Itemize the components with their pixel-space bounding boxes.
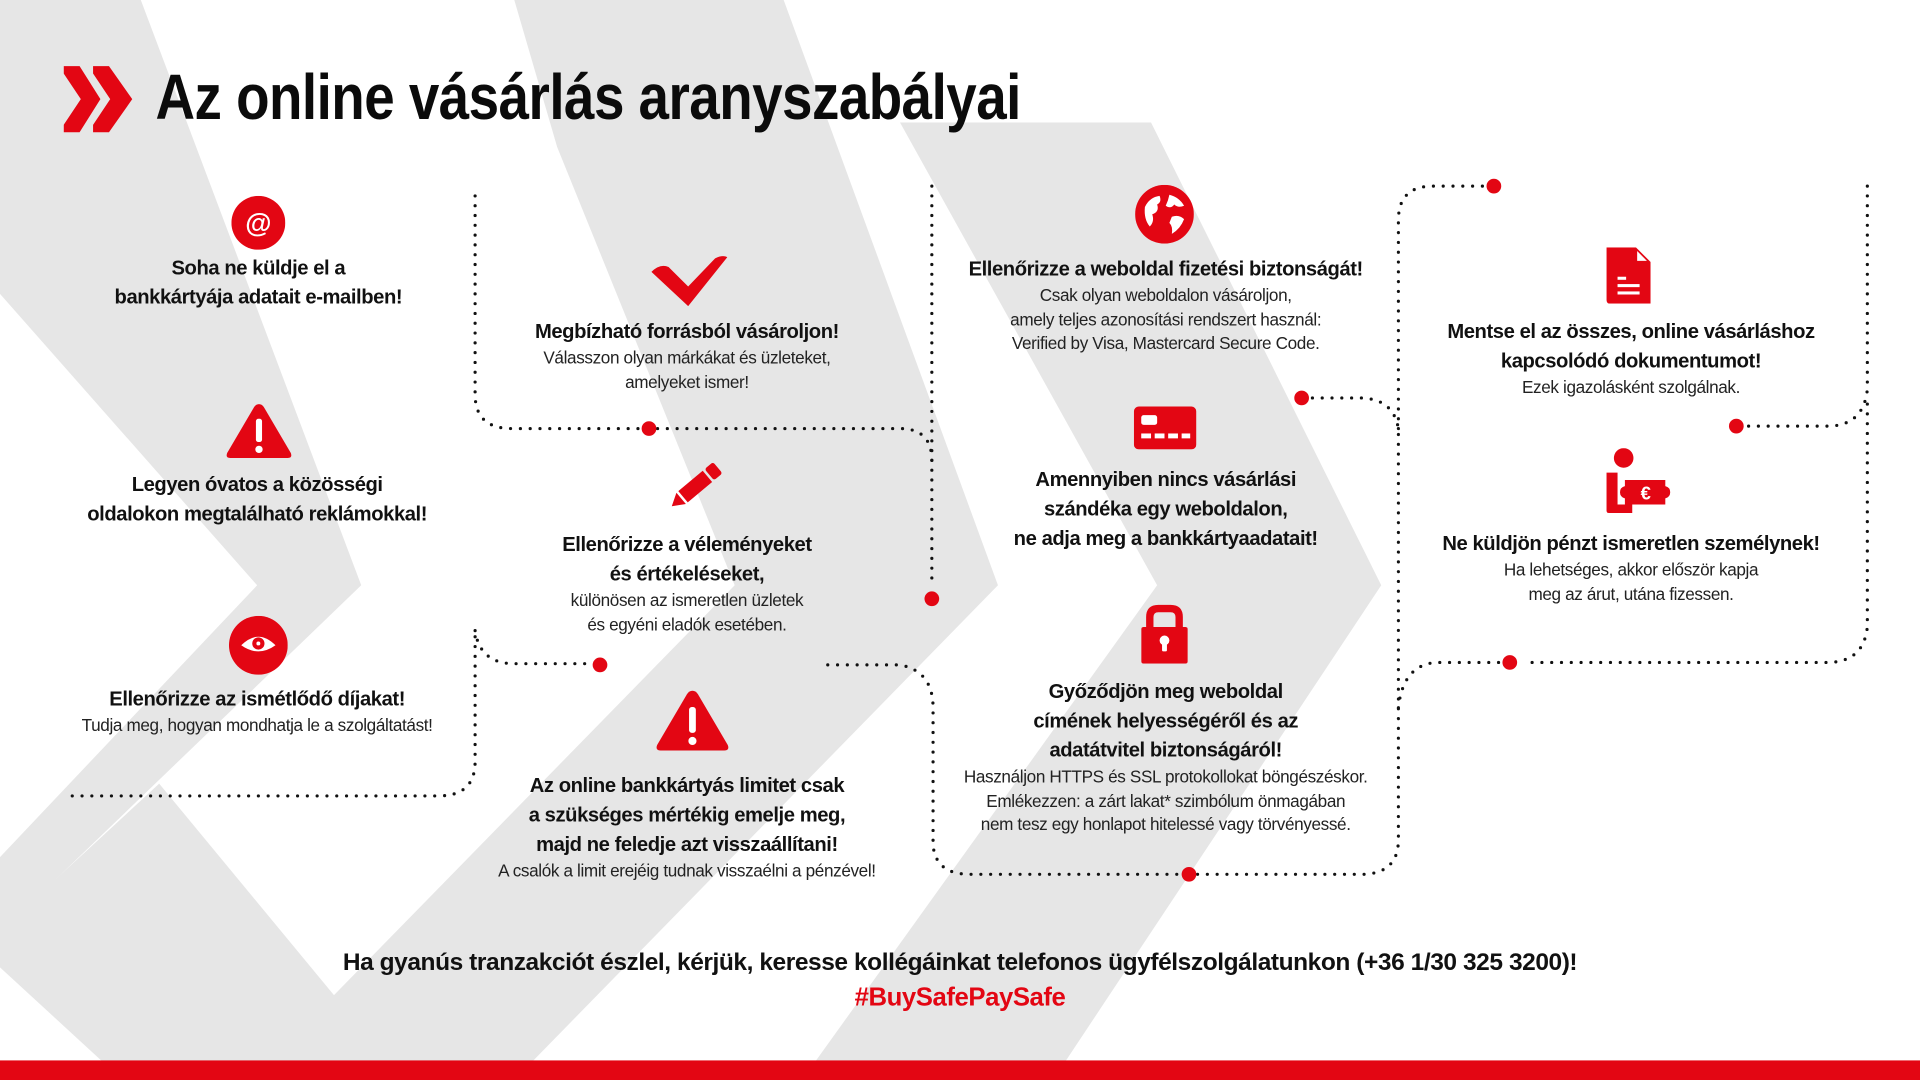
tip-body: Ha lehetséges, akkor először kapja	[1503, 559, 1759, 580]
at-sign-icon	[231, 196, 285, 250]
tip-body: Csak olyan weboldalon vásároljon,	[1039, 285, 1292, 305]
tip-body: Tudja meg, hogyan mondhatja le a szolgáltatást!	[81, 715, 433, 735]
checkmark-icon	[651, 255, 727, 306]
tip-heading: Legyen óvatos a közösségi	[131, 473, 383, 496]
tip-heading: Ellenőrizze az ismétlődő díjakat!	[109, 688, 406, 711]
tip-heading: Ne küldjön pénzt ismeretlen személynek!	[1442, 532, 1820, 555]
tip-email	[1, 253, 515, 312]
credit-card-icon	[1134, 407, 1196, 450]
tip-body: Verified by Visa, Mastercard Secure Code.	[1011, 333, 1320, 353]
tip-heading: Ellenőrizze a weboldal fizetési biztonságát!	[968, 258, 1363, 281]
pencil-icon	[662, 457, 726, 518]
tip-social-ads	[0, 470, 514, 529]
tip-body: és egyéni eladók esetében.	[587, 614, 787, 634]
tip-heading: Megbízható forrásból vásároljon!	[534, 320, 839, 343]
warning-icon	[655, 687, 730, 754]
stripe-1	[0, 0, 361, 933]
tip-body: Válasszon olyan márkákat és üzleteket,	[543, 347, 831, 368]
page-title: Az online vásárlás aranyszabályai	[155, 62, 1021, 134]
tip-heading: és értékeléseket,	[609, 563, 765, 586]
tip-body: Ezek igazolásként szolgálnak.	[1521, 377, 1741, 397]
warning-icon	[225, 402, 292, 461]
red-dot	[1502, 655, 1517, 670]
document-icon	[1607, 247, 1651, 303]
tip-heading: bankkártyája adatait e-mailben!	[114, 286, 403, 309]
tip-save-documents	[1374, 317, 1888, 400]
padlock-icon	[1141, 602, 1188, 663]
tip-heading: Az online bankkártyás limitet csak	[529, 775, 845, 798]
red-dot	[642, 421, 657, 436]
tip-heading: a szükséges mértékig emelje meg,	[528, 804, 846, 827]
red-dot	[1487, 179, 1502, 194]
tip-heading: szándéka egy weboldalon,	[1043, 498, 1288, 521]
red-dot	[1182, 867, 1197, 882]
red-dot	[1294, 391, 1309, 406]
svg-text:€: €	[1640, 482, 1651, 504]
eye-icon	[229, 616, 288, 675]
tip-body: amelyeket ismer!	[625, 371, 749, 392]
tip-no-card-data	[909, 465, 1423, 553]
red-dot	[1729, 419, 1744, 434]
double-chevron-right-icon	[64, 64, 135, 135]
footer-notice: Ha gyanús tranzakciót észlel, kérjük, keresse kollégáinkat telefonos ügyfélszolgálatunkon (+36 1/30 325 3200)!	[342, 948, 1578, 976]
tip-heading: Mentse el az összes, online vásárláshoz	[1447, 320, 1815, 343]
tip-card-limit	[430, 771, 944, 883]
tip-body: meg az árut, utána fizessen.	[1528, 583, 1734, 604]
bottom-red-bar	[0, 1060, 1920, 1080]
footer-hashtag: #BuySafePaySafe	[854, 983, 1066, 1012]
tip-body: Használjon HTTPS és SSL protokollokat böngészéskor.	[963, 766, 1368, 787]
tip-body: nem tesz egy honlapot hitelessé vagy törvényessé.	[980, 814, 1351, 834]
globe-icon	[1135, 185, 1194, 244]
tip-body: különösen az ismeretlen üzletek	[570, 590, 804, 610]
tip-heading: Győződjön meg weboldal	[1048, 680, 1283, 703]
tip-heading: címének helyességéről és az	[1033, 710, 1299, 733]
person-money-icon	[1605, 448, 1674, 515]
tip-body: Emlékezzen: a zárt lakat* szimbólum önmagában	[986, 790, 1346, 811]
tip-heading: Amennyiben nincs vásárlási	[1035, 468, 1297, 492]
tip-body: amely teljes azonosítási rendszert használ:	[1010, 309, 1322, 329]
tip-heading: ne adja meg a bankkártyaadatait!	[1013, 527, 1318, 550]
svg-text:@: @	[245, 208, 272, 239]
tip-payment-security	[909, 255, 1423, 356]
tip-body: A csalók a limit erejéig tudnak visszaélni a pénzével!	[498, 860, 876, 881]
tip-heading: Soha ne küldje el a	[171, 257, 346, 280]
tip-website-address	[909, 677, 1423, 837]
tip-heading: kapcsolódó dokumentumot!	[1500, 350, 1762, 373]
tip-reviews	[430, 530, 944, 637]
tip-heading: majd ne feledje azt visszaállítani!	[536, 833, 838, 856]
tip-heading: adatátvitel biztonságáról!	[1049, 739, 1282, 762]
tip-unknown-person	[1374, 529, 1888, 606]
red-dot	[593, 658, 608, 673]
tip-heading: oldalokon megtalálható reklámokkal!	[87, 503, 428, 526]
tip-trusted-source	[430, 317, 944, 394]
tip-recurring-fees	[0, 684, 514, 737]
tip-heading: Ellenőrizze a véleményeket	[562, 533, 812, 556]
